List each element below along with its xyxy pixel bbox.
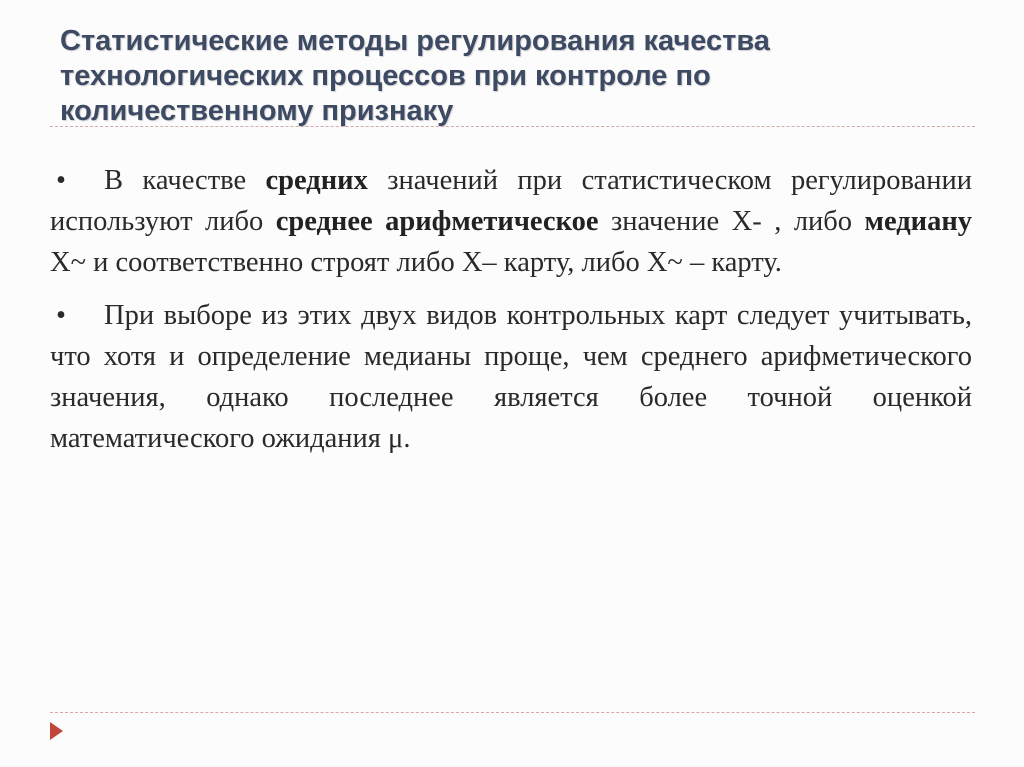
bullet-marker: • [56,300,66,331]
title-divider [50,126,975,127]
bullet-text-part: X~ и соответственно строят либо X– карту, либо X~ – карту. [50,247,782,278]
bullet-text-bold: среднее арифметическое [275,206,599,237]
bullet-text-part: При выборе из этих двух видов контрольных карт следует учитывать, что хотя и определение медианы проще, чем среднего арифметического значения, однако последнее является более точной оценкой математического ожидания μ. [50,300,972,454]
slide-body [50,160,972,471]
bullet-item [50,160,972,283]
bullet-text-bold: медиану [864,206,972,237]
bullet-text-part: В качестве [104,165,266,196]
bullet-text-part: значений при статистическом регулировании используют либо [50,165,972,237]
bullet-text-bold: средних [265,165,368,196]
slide-title: Статистические методы регулирования качества технологических процессов при контроле по количественному признаку [60,25,770,127]
bullet-text-part: значение X- , либо [598,206,865,237]
footer-divider [50,712,975,713]
bullet-item [50,295,972,459]
bullet-marker: • [56,165,66,196]
triangle-right-icon [50,722,63,740]
